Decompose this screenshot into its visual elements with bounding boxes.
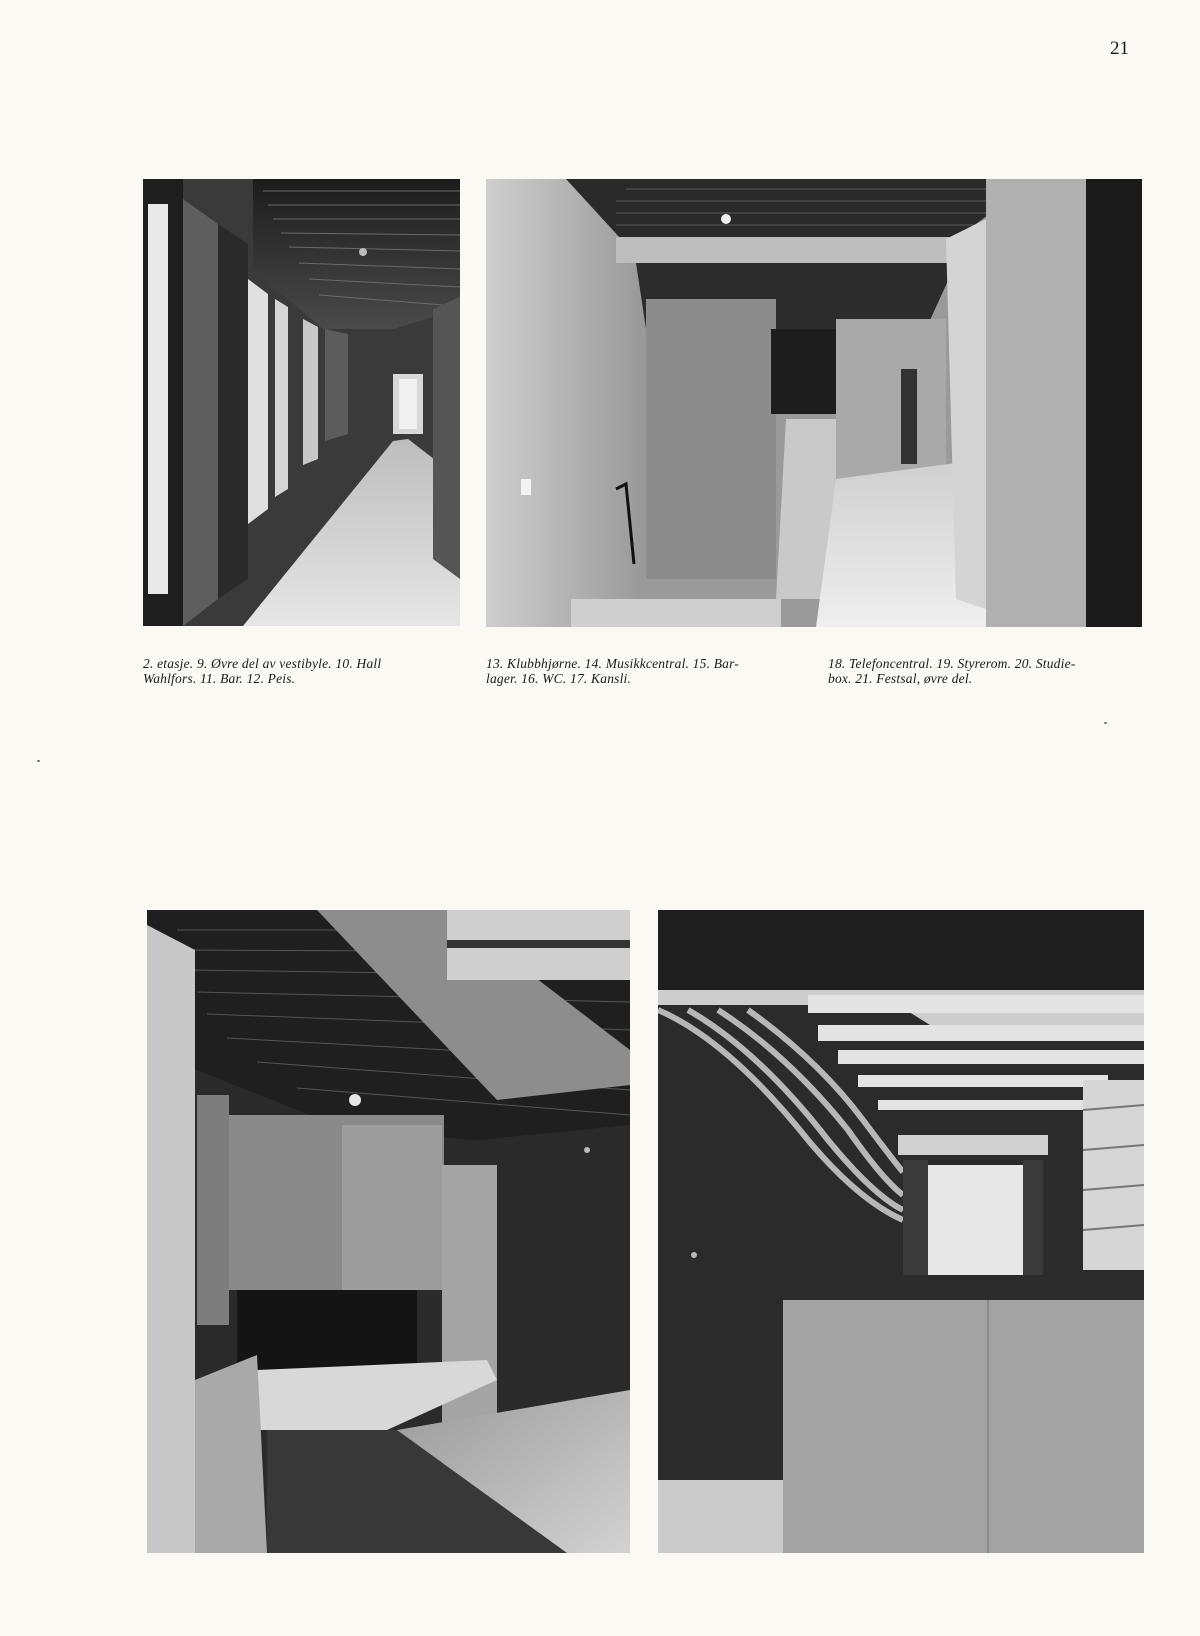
caption-line: box. 21. Festsal, øvre del. bbox=[828, 671, 973, 686]
caption-line: 13. Klubbhjørne. 14. Musikkcentral. 15. Bar- bbox=[486, 656, 739, 671]
dust-speck bbox=[1104, 722, 1107, 724]
page-number: 21 bbox=[1110, 38, 1129, 59]
caption-line: Wahlfors. 11. Bar. 12. Peis. bbox=[143, 671, 296, 686]
dust-speck bbox=[37, 760, 40, 762]
caption-telephone-central bbox=[828, 656, 1142, 686]
photo-fireplace bbox=[147, 910, 630, 1553]
caption-line: 2. etasje. 9. Øvre del av vestibyle. 10. Hall bbox=[143, 656, 382, 671]
caption-second-floor bbox=[143, 656, 460, 686]
photo-corridor bbox=[143, 179, 460, 626]
photo-club-corner bbox=[486, 179, 1142, 627]
caption-line: 18. Telefoncentral. 19. Styrerom. 20. Studie- bbox=[828, 656, 1076, 671]
photo-upper-hall bbox=[658, 910, 1144, 1553]
caption-line: lager. 16. WC. 17. Kansli. bbox=[486, 671, 632, 686]
caption-club-corner bbox=[486, 656, 802, 686]
